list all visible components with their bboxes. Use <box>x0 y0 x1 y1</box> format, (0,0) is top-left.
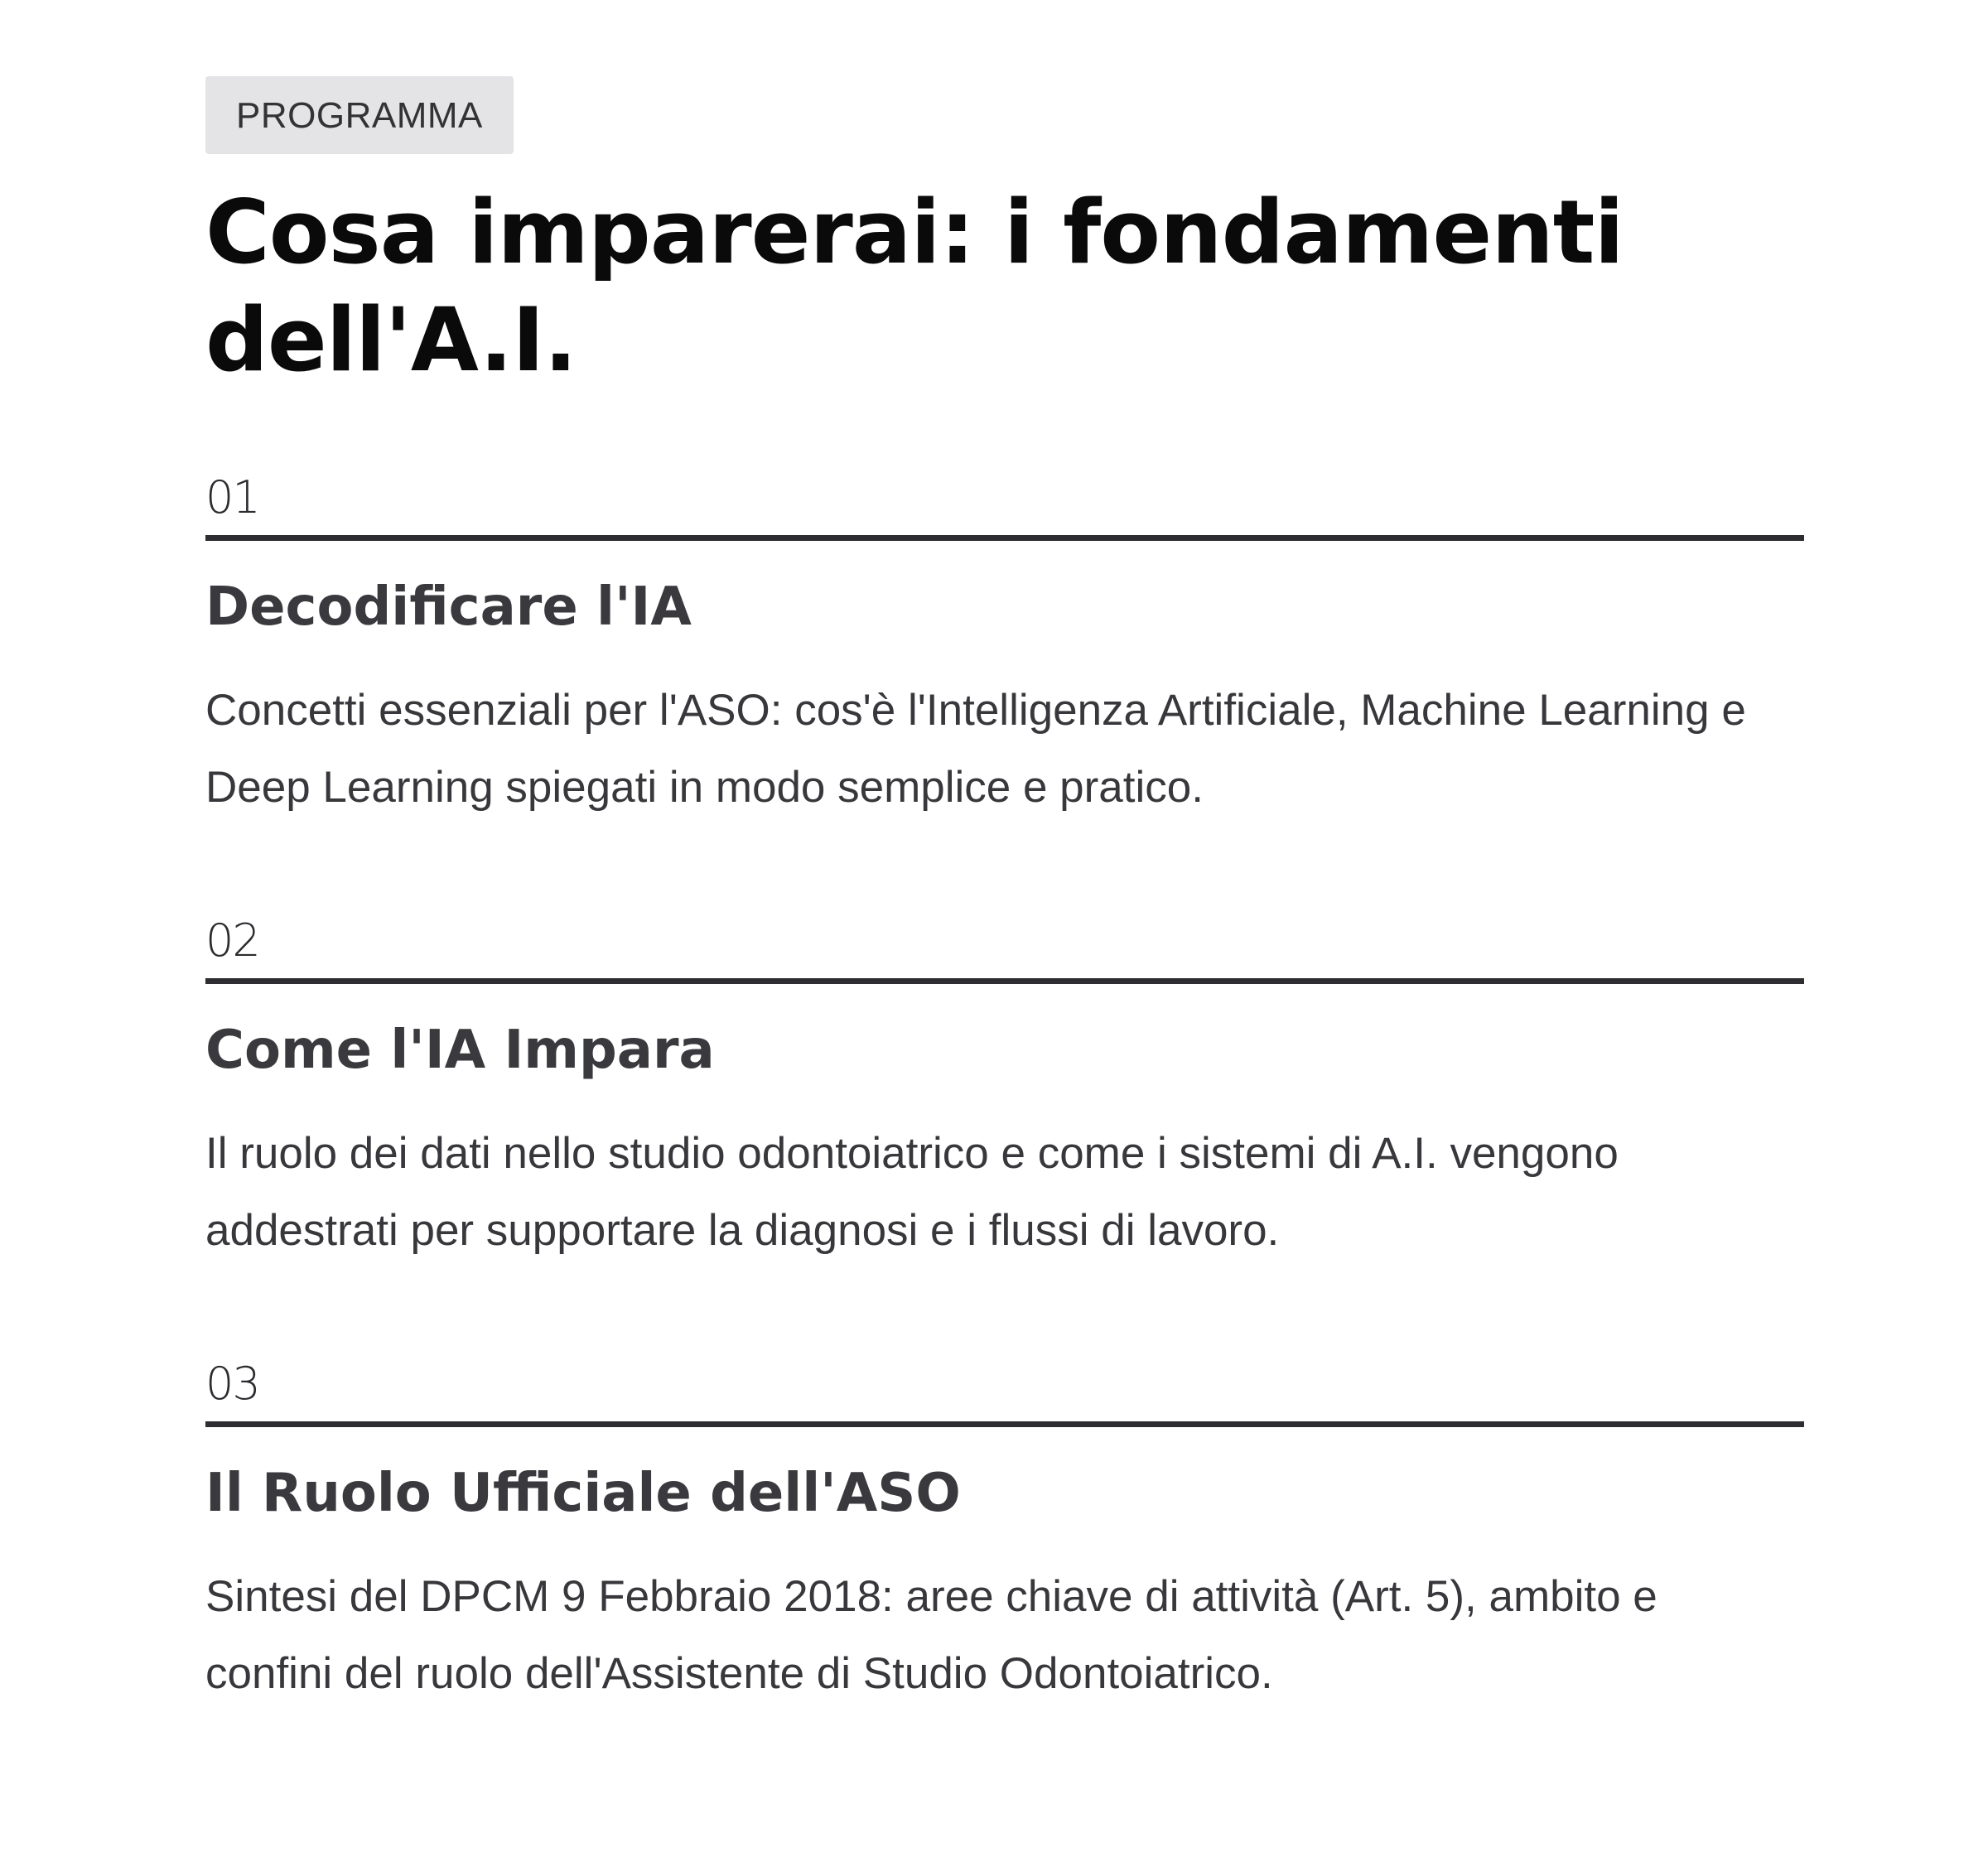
module-item-3 <box>205 1358 1804 1712</box>
module-number: 01 <box>205 471 259 523</box>
page-title: Cosa imparerai: i fondamenti dell'A.I. <box>205 181 1624 391</box>
module-title: Come l'IA Impara <box>205 1020 715 1081</box>
divider <box>205 1421 1804 1427</box>
module-description: Il ruolo dei dati nello studio odontoiatrico e come i sistemi di A.I. vengono addestrati per supportare la diagnosi e i flussi di lavoro. <box>205 1129 1619 1255</box>
section-badge: PROGRAMMA <box>205 76 514 154</box>
module-description: Concetti essenziali per l'ASO: cos'è l'Intelligenza Artificiale, Machine Learning e Deep Learning spiegati in modo semplice e pratico. <box>205 686 1746 812</box>
divider <box>205 978 1804 984</box>
module-title: Il Ruolo Ufficiale dell'ASO <box>205 1463 961 1524</box>
module-description: Sintesi del DPCM 9 Febbraio 2018: aree chiave di attività (Art. 5), ambito e confini del ruolo dell'Assistente di Studio Odontoiatrico. <box>205 1572 1657 1698</box>
divider <box>205 535 1804 541</box>
modules-list <box>205 471 1804 1712</box>
module-number: 03 <box>205 1358 259 1410</box>
module-item-1 <box>205 471 1804 826</box>
program-section <box>205 76 1804 1712</box>
module-title: Decodificare l'IA <box>205 576 692 638</box>
module-number: 02 <box>205 914 259 967</box>
module-item-2 <box>205 914 1804 1269</box>
